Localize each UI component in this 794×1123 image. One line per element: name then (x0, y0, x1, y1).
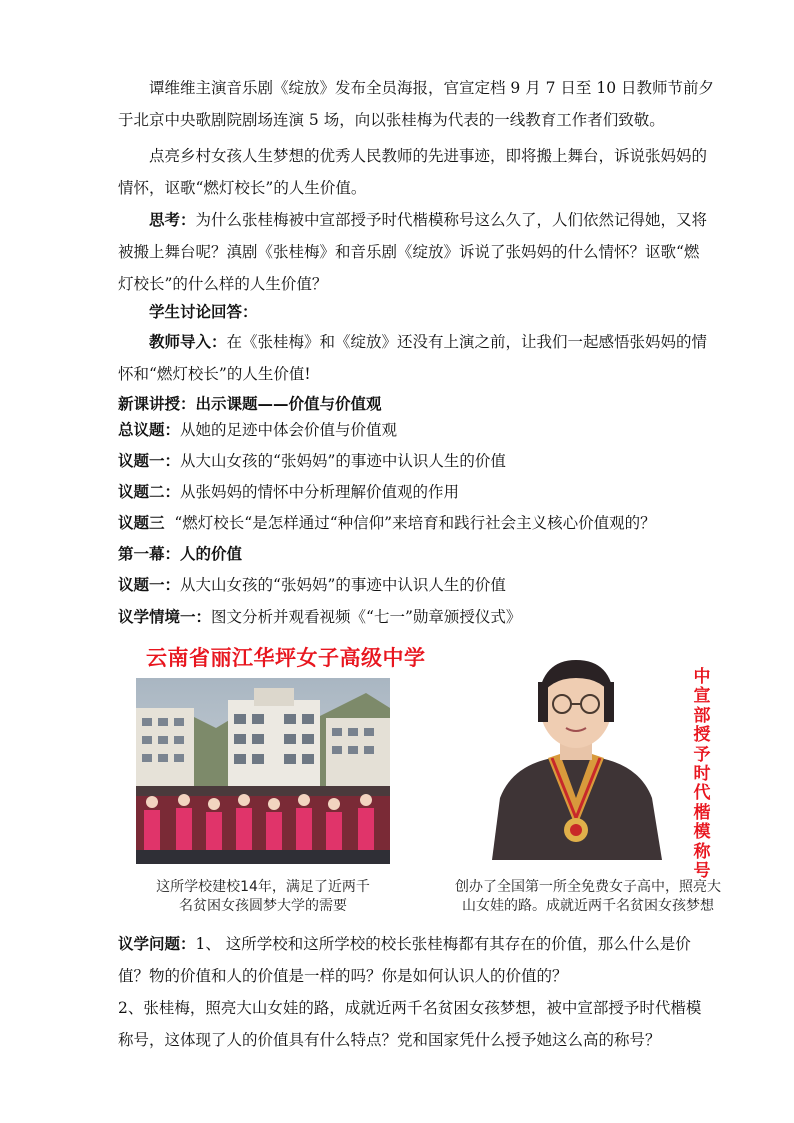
paragraph-teacher-intro (118, 326, 714, 390)
total-topic (118, 416, 397, 444)
topic-one (118, 447, 506, 475)
school-title: 云南省丽江华坪女子高级中学 (146, 646, 426, 670)
paragraph-discussion (118, 296, 714, 328)
question-label: 议学问题： (118, 935, 196, 953)
scene-one-text: 图文分析并观看视频《“七一”勋章颁授仪式》 (211, 608, 522, 626)
topic-two-text: 从张妈妈的情怀中分析理解价值观的作用 (180, 483, 460, 501)
vertical-title: 中宣部授予时代楷模称号 (693, 667, 711, 882)
scene-one-label: 议学情境一： (118, 608, 212, 626)
act-one-heading: 第一幕：人的价值 (118, 545, 243, 563)
paragraph-intro (118, 72, 714, 136)
school-photo (136, 678, 390, 864)
left-caption-line: 这所学校建校14年，满足了近两千 (156, 879, 370, 895)
teacher-intro-label: 教师导入： (149, 333, 227, 351)
right-caption-line: 创办了全国第一所全免费女子高中，照亮大 (455, 879, 721, 895)
total-topic-text: 从她的足迹中体会价值与价值观 (180, 421, 398, 439)
think-text: 为什么张桂梅被中宣部授予时代楷模称号这么久了，人们依然记得她，又将被搬上舞台呢？滇剧《张桂梅》和音乐剧《绽放》诉说了张妈妈的什么情怀？讴歌“燃灯校长”的什么样的人生价值？ (118, 211, 708, 293)
topic-one-label: 议题一： (118, 452, 181, 470)
topic-one-label: 议题一： (118, 576, 181, 594)
topic-one-repeat (118, 571, 506, 599)
scene-one (118, 603, 521, 631)
paragraph-think (118, 204, 714, 300)
total-topic-label: 总议题： (118, 421, 181, 439)
topic-three-label: 议题三 (118, 514, 165, 532)
topic-two-label: 议题二： (118, 483, 181, 501)
teacher-intro-text: 在《张桂梅》和《绽放》还没有上演之前，让我们一起感悟张妈妈的情怀和“燃灯校长”的人生价值! (118, 333, 708, 383)
question-one (118, 928, 714, 992)
new-lesson-heading: 新课讲授：出示课题——价值与价值观 (118, 395, 382, 413)
left-caption-line: 名贫困女孩圆梦大学的需要 (179, 898, 347, 914)
left-caption (136, 878, 390, 916)
think-label: 思考： (149, 211, 196, 229)
question-two-text: 2、张桂梅，照亮大山女娃的路，成就近两千名贫困女孩梦想，被中宣部授予时代楷模称号，这体现了人的价值具有什么特点？党和国家凭什么授予她这么高的称号？ (118, 999, 702, 1049)
paragraph-text: 谭维维主演音乐剧《绽放》发布全员海报，官宣定档 9 月 7 日至 10 日教师节前夕于北京中央歌剧院剧场连演 5 场，向以张桂梅为代表的一线教育工作者们致敬。 (118, 79, 715, 129)
portrait-photo (472, 648, 680, 860)
discussion-label: 学生讨论回答： (149, 303, 258, 321)
topic-three (118, 509, 656, 537)
question-one-text: 1、 这所学校和这所学校的校长张桂梅都有其存在的价值，那么什么是价值？物的价值和人的价值是一样的吗？你是如何认识人的价值的？ (118, 935, 691, 985)
right-caption (440, 878, 736, 916)
paragraph-deeds (118, 140, 714, 204)
right-caption-line: 山女娃的路。成就近两千名贫困女孩梦想 (462, 898, 714, 914)
topic-two (118, 478, 459, 506)
topic-one-text: 从大山女孩的“张妈妈”的事迹中认识人生的价值 (180, 452, 506, 470)
topic-one-text: 从大山女孩的“张妈妈”的事迹中认识人生的价值 (180, 576, 506, 594)
topic-three-text: “燃灯校长“是怎样通过“种信仰”来培育和践行社会主义核心价值观的？ (174, 514, 656, 532)
paragraph-text: 点亮乡村女孩人生梦想的优秀人民教师的先进事迹，即将搬上舞台，诉说张妈妈的情怀，讴歌“燃灯校长”的人生价值。 (118, 147, 708, 197)
question-two (118, 992, 714, 1056)
